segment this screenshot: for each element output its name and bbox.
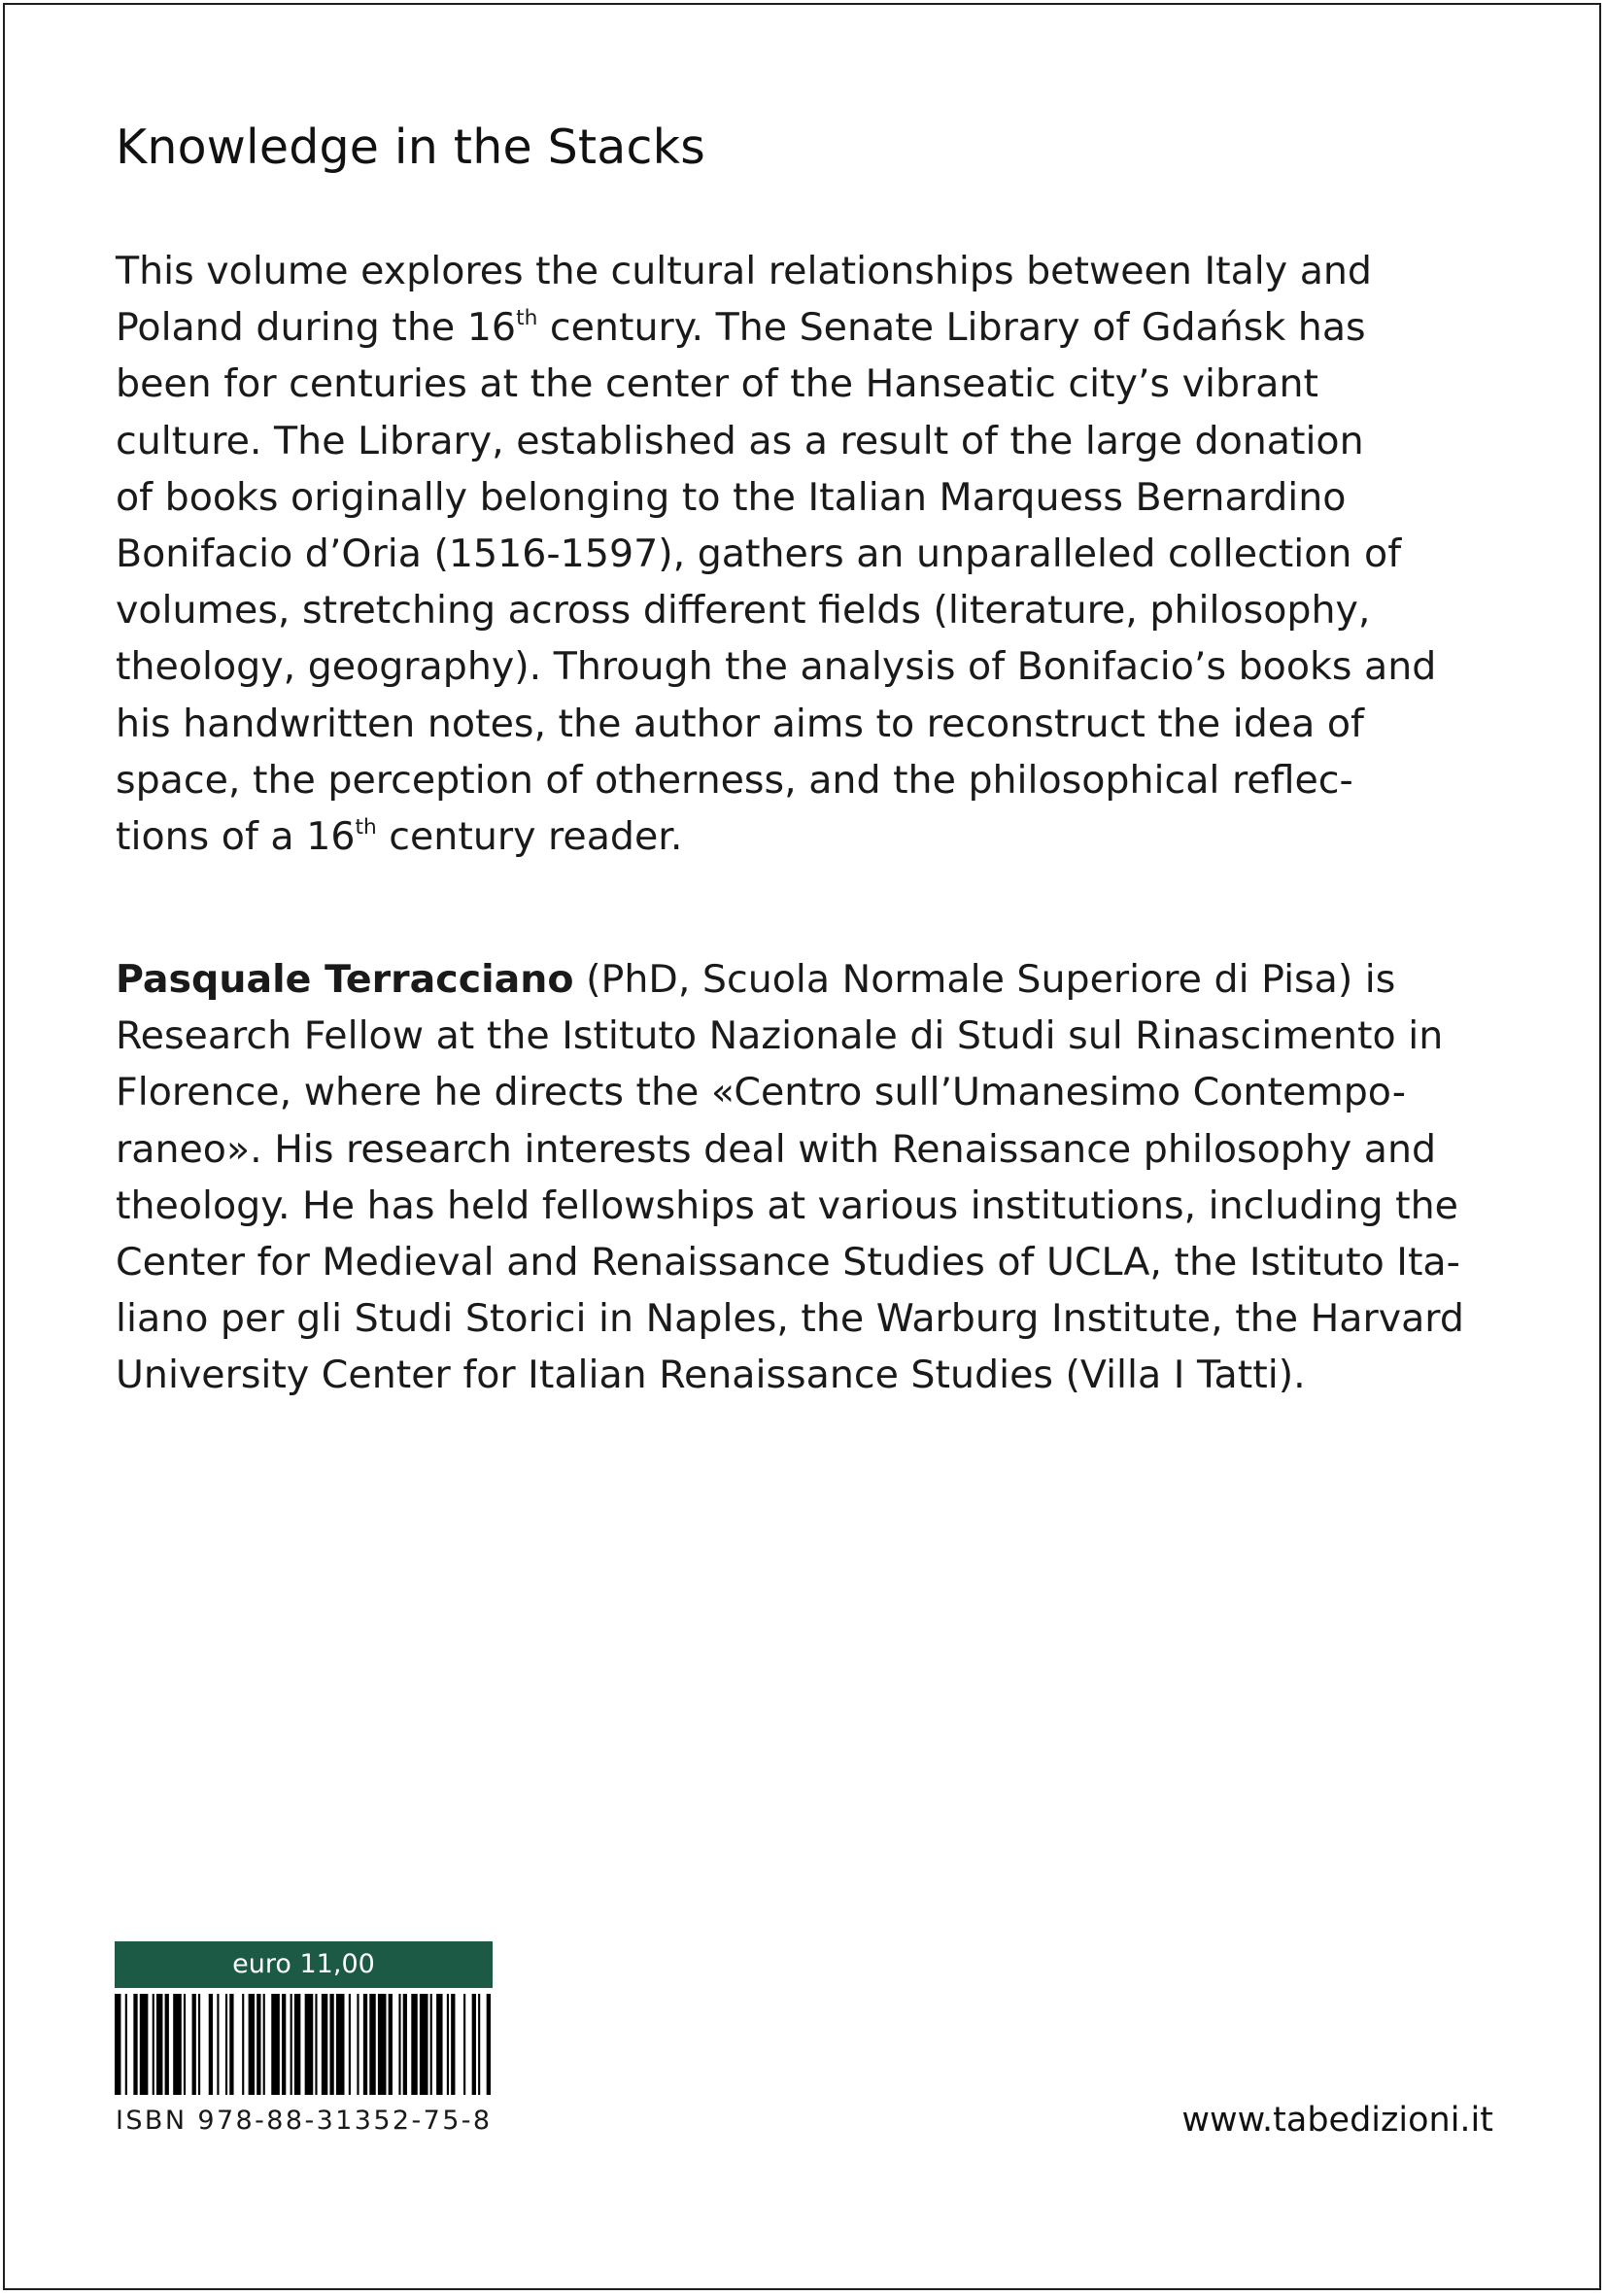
barcode-bar [487, 1994, 491, 2095]
barcode-bar [430, 1994, 432, 2095]
barcode-bar [363, 1994, 367, 2095]
barcode-bar [478, 1994, 480, 2095]
barcode-bar [420, 1994, 428, 2095]
barcode-bar [282, 1994, 286, 2095]
author-bio-line: theology. He has held fellowships at various institutions, including the [116, 1182, 1458, 1228]
barcode-bar [156, 1994, 162, 2095]
price-label: euro 11,00 [115, 1941, 493, 1988]
barcode-bar [436, 1994, 442, 2095]
ordinal-suffix: th [516, 305, 538, 330]
barcode-bar [165, 1994, 169, 2095]
barcode-bar [463, 1994, 465, 2095]
barcode-bar [398, 1994, 400, 2095]
barcode-bar [133, 1994, 137, 2095]
barcode-bar [294, 1994, 300, 2095]
barcode-bar [291, 1994, 292, 2095]
barcode-bar [447, 1994, 449, 2095]
barcode-bar [192, 1994, 196, 2095]
description-line: This volume explores the cultural relationships between Italy and [116, 249, 1373, 293]
barcode-bar [209, 1994, 213, 2095]
book-description [116, 243, 1515, 865]
barcode-bar [198, 1994, 200, 2095]
isbn-number: ISBN 978-88-31352-75-8 [116, 2106, 493, 2136]
barcode-bar [378, 1994, 387, 2095]
barcode-bar [217, 1994, 219, 2095]
book-title: Knowledge in the Stacks [116, 120, 705, 175]
description-line: theology, geography). Through the analysis of Bonifacio’s books and [116, 644, 1437, 690]
author-bio-line: raneo». His research interests deal with Renaissance philosophy and [116, 1126, 1437, 1172]
barcode-bar [389, 1994, 393, 2095]
barcode-bar [315, 1994, 317, 2095]
author-bio-line: Florence, where he directs the «Centro sull’Umanesimo Contempo- [116, 1070, 1406, 1115]
barcode-bar [173, 1994, 182, 2095]
barcode-bar [322, 1994, 327, 2095]
author-bio-line: Pasquale Terracciano (PhD, Scuola Normale Superiore di Pisa) is [116, 957, 1396, 1002]
barcode-bar [115, 1994, 120, 2095]
barcode-bar [256, 1994, 260, 2095]
description-line: tions of a 16th century reader. [116, 814, 683, 860]
description-line: Poland during the 16th century. The Senate Library of Gdańsk has [116, 305, 1366, 351]
barcode-bar [229, 1994, 233, 2095]
description-line: culture. The Library, established as a result of the large donation [116, 418, 1364, 463]
author-bio-line: Research Fellow at the Istituto Nazionale di Studi sul Rinascimento in [116, 1013, 1444, 1059]
description-line: of books originally belonging to the Italian Marquess Bernardino [116, 474, 1347, 520]
barcode-bar [153, 1994, 154, 2095]
barcode-bar [242, 1994, 244, 2095]
description-line: been for centuries at the center of the Hanseatic city’s vibrant [116, 361, 1319, 407]
barcode-bar [403, 1994, 407, 2095]
description-line: volumes, stretching across different fields (literature, philosophy, [116, 588, 1371, 634]
barcode-bar [451, 1994, 455, 2095]
barcode-bar [140, 1994, 149, 2095]
barcode-bar [225, 1994, 227, 2095]
author-name: Pasquale Terracciano [116, 957, 574, 1002]
author-bio-line: University Center for Italian Renaissance Studies (Villa I Tatti). [116, 1353, 1306, 1398]
barcode-bar [411, 1994, 417, 2095]
barcode-bar [249, 1994, 255, 2095]
barcode-bar [271, 1994, 280, 2095]
author-bio-line: Center for Medieval and Renaissance Studies of UCLA, the Istituto Ita- [116, 1240, 1460, 1285]
barcode-bar [125, 1994, 127, 2095]
barcode-bar [329, 1994, 333, 2095]
barcode-bar [369, 1994, 375, 2095]
author-bio-line: liano per gli Studi Storici in Naples, the Warburg Institute, the Harvard [116, 1296, 1464, 1342]
barcode-bar [184, 1994, 186, 2095]
barcode-bar [336, 1994, 345, 2095]
author-bio [116, 951, 1515, 1404]
description-line: space, the perception of otherness, and the philosophical reflec- [116, 757, 1353, 803]
ordinal-suffix: th [355, 814, 377, 840]
barcode-bar [263, 1994, 265, 2095]
publisher-website: www.tabedizioni.it [1181, 2101, 1493, 2140]
barcode-icon [115, 1994, 493, 2095]
description-line: Bonifacio d’Oria (1516-1597), gathers an unparalleled collection of [116, 531, 1402, 577]
description-line: his handwritten notes, the author aims to reconstruct the idea of [116, 701, 1364, 746]
barcode-bar [472, 1994, 476, 2095]
barcode-bar [305, 1994, 314, 2095]
barcode-bar [349, 1994, 351, 2095]
barcode-bar [357, 1994, 359, 2095]
